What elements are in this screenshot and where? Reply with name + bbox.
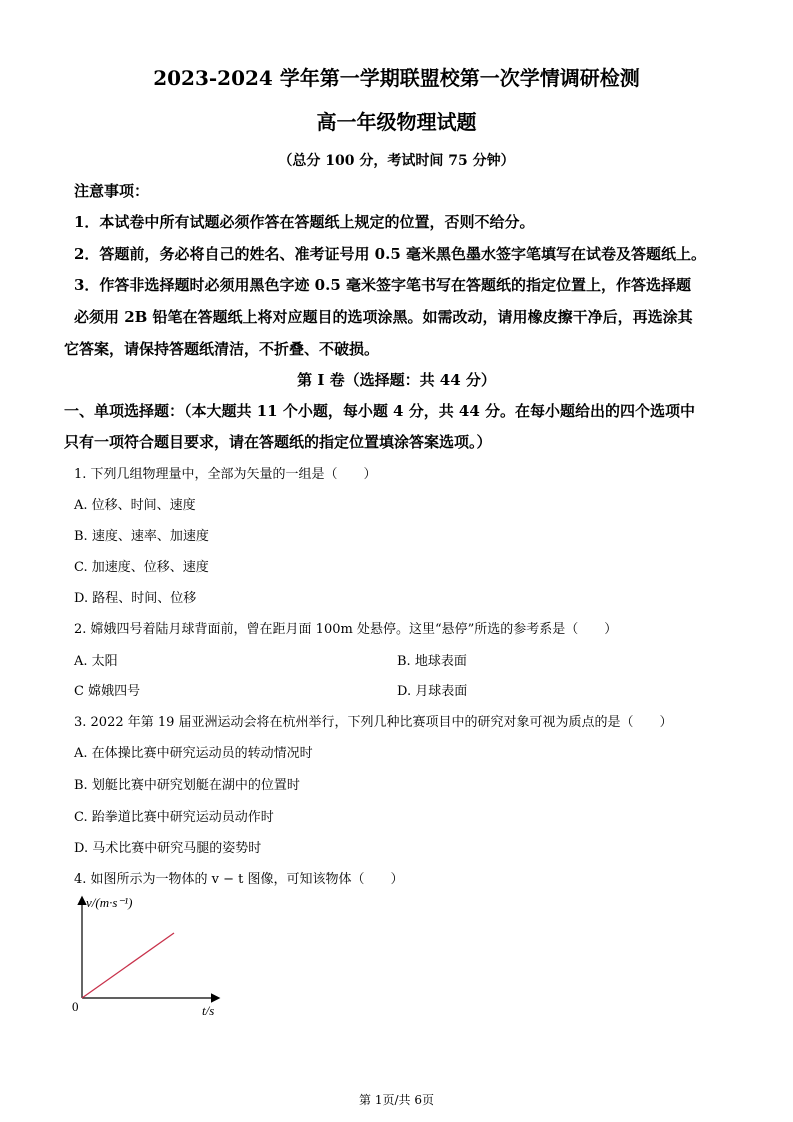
- vt-graph: [66, 893, 236, 1023]
- notice-item-3-cont-1: 必须用 2B 铅笔在答题纸上将对应题目的选项涂黑。如需改动，请用橡皮擦干净后，再选涂其: [74, 308, 693, 326]
- x-axis-label: t/s: [202, 1003, 215, 1018]
- question-3-option-b: B. 划艇比赛中研究划艇在湖中的位置时: [74, 778, 300, 793]
- exam-title: 2023-2024 学年第一学期联盟校第一次学情调研检测: [153, 66, 640, 90]
- question-4-stem: 4. 如图所示为一物体的 v − t 图像，可知该物体（ ）: [74, 872, 404, 887]
- question-1-option-a: A. 位移、时间、速度: [74, 498, 196, 513]
- question-2-stem: 2. 嫦娥四号着陆月球背面前，曾在距月面 100m 处悬停。这里“悬停”所选的参考系是（ ）: [74, 622, 618, 637]
- question-2-option-d: D. 月球表面: [397, 684, 468, 699]
- notice-item-3: 3．作答非选择题时必须用黑色字迹 0.5 毫米签字笔书写在答题纸的指定位置上，作答选择题: [74, 276, 691, 294]
- notice-item-3-cont-2: 它答案，请保持答题纸清洁，不折叠、不破损。: [64, 340, 380, 358]
- question-3-option-c: C. 跆拳道比赛中研究运动员动作时: [74, 810, 274, 825]
- exam-duration-note: （总分 100 分，考试时间 75 分钟）: [278, 153, 515, 169]
- notice-item-2: 2．答题前，务必将自己的姓名、准考证号用 0.5 毫米黑色墨水签字笔填写在试卷及答题纸上。: [74, 245, 706, 263]
- section-title: 第 I 卷（选择题：共 44 分）: [297, 371, 496, 389]
- notice-heading: 注意事项：: [74, 182, 150, 200]
- section-instruction-2: 只有一项符合题目要求，请在答题纸的指定位置填涂答案选项。）: [64, 433, 492, 451]
- question-3-option-d: D. 马术比赛中研究马腿的姿势时: [74, 841, 262, 856]
- vt-line: [82, 933, 174, 998]
- question-3-stem: 3. 2022 年第 19 届亚洲运动会将在杭州举行，下列几种比赛项目中的研究对象可视为质点的是（ ）: [74, 715, 673, 730]
- question-1-option-b: B. 速度、速率、加速度: [74, 529, 209, 544]
- question-1-option-c: C. 加速度、位移、速度: [74, 560, 209, 575]
- notice-item-1: 1．本试卷中所有试题必须作答在答题纸上规定的位置，否则不给分。: [74, 213, 535, 231]
- question-1-stem: 1. 下列几组物理量中，全部为矢量的一组是（ ）: [74, 467, 377, 482]
- question-1-option-d: D. 路程、时间、位移: [74, 591, 197, 606]
- section-instruction-1: 一、单项选择题：（本大题共 11 个小题，每小题 4 分，共 44 分。在每小题给出的四个选项中: [64, 402, 696, 420]
- question-2-option-b: B. 地球表面: [397, 654, 467, 669]
- question-2-option-c: C 嫦娥四号: [74, 684, 141, 699]
- question-2-option-a: A. 太阳: [74, 654, 118, 669]
- question-3-option-a: A. 在体操比赛中研究运动员的转动情况时: [74, 746, 313, 761]
- exam-subtitle-grade: 高一年级物理试题: [316, 110, 477, 134]
- origin-label: 0: [72, 999, 79, 1014]
- y-axis-label: v/(m·s⁻¹): [86, 895, 133, 910]
- page-footer: 第 1页/共 6页: [359, 1093, 434, 1107]
